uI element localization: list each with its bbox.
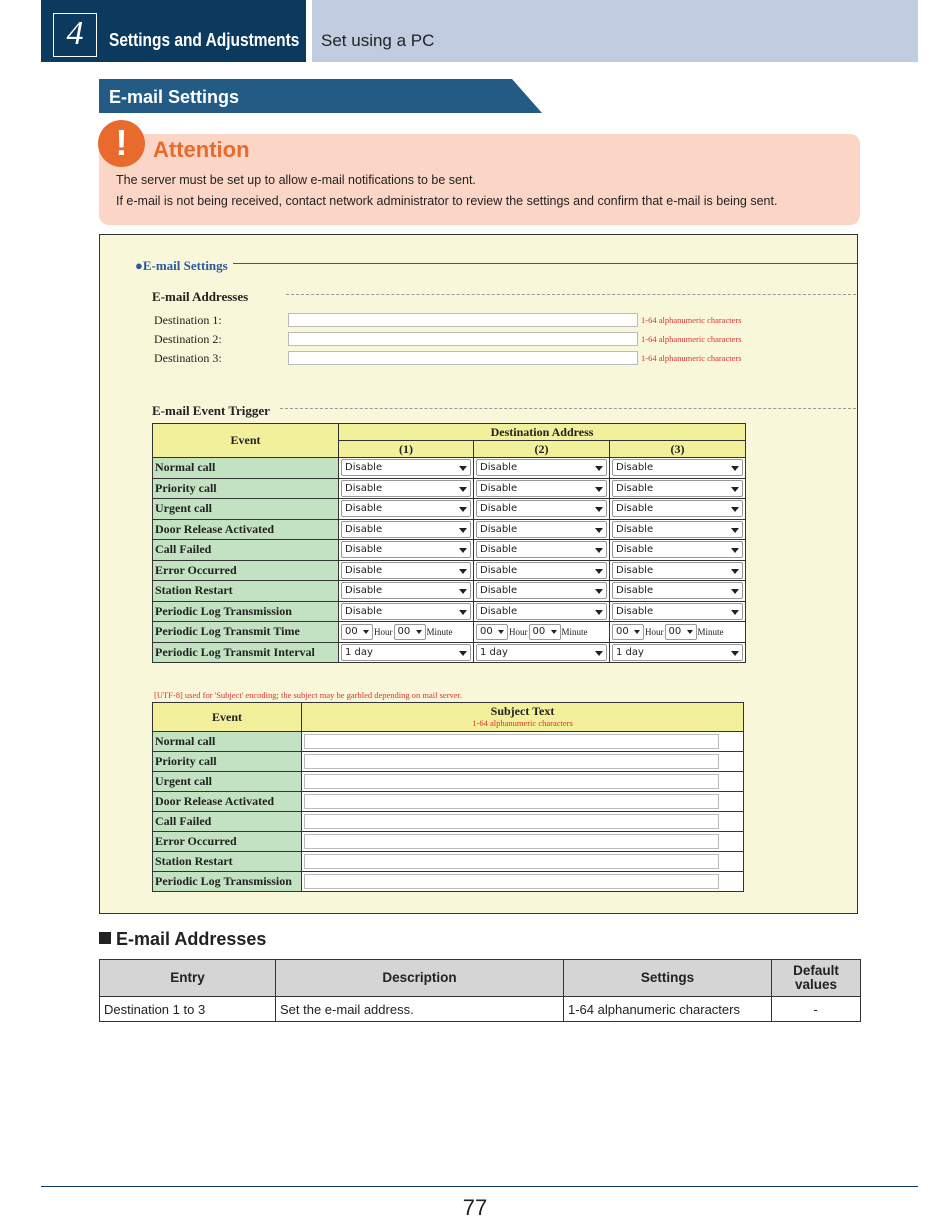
subject-header: Subject Text: [490, 704, 555, 718]
trigger-select[interactable]: Disable: [612, 500, 743, 517]
subject-input[interactable]: [304, 774, 719, 789]
settings-screenshot: [99, 234, 858, 914]
chevron-down-icon: [459, 528, 467, 533]
trigger-select[interactable]: Disable: [612, 541, 743, 558]
chevron-down-icon: [595, 528, 603, 533]
chevron-down-icon: [687, 630, 693, 634]
table-cell: -: [772, 997, 861, 1022]
subject-input[interactable]: [304, 834, 719, 849]
destination-1-input[interactable]: [288, 313, 638, 327]
chevron-down-icon: [731, 569, 739, 574]
chevron-down-icon: [595, 589, 603, 594]
destination-2-input[interactable]: [288, 332, 638, 346]
attention-line: If e-mail is not being received, contact network administrator to review the settings and confirm that e-mail is being sent.: [116, 194, 778, 208]
event-label: Periodic Log Transmission: [153, 872, 302, 892]
event-label: Door Release Activated: [153, 792, 302, 812]
encoding-note: [UTF-8] used for 'Subject' encoding; the subject may be garbled depending on mail server.: [154, 690, 463, 700]
table-row: [153, 812, 744, 832]
destination-note: 1-64 alphanumeric characters: [641, 334, 742, 344]
trigger-select[interactable]: Disable: [341, 562, 471, 579]
trigger-select[interactable]: Disable: [341, 603, 471, 620]
chevron-down-icon: [459, 610, 467, 615]
minute-unit: Minute: [426, 626, 453, 637]
footer-rule: [41, 1186, 918, 1187]
trigger-select[interactable]: Disable: [476, 582, 607, 599]
chevron-down-icon: [416, 630, 422, 634]
chevron-down-icon: [595, 651, 603, 656]
minute-select[interactable]: 00: [529, 624, 561, 640]
table-row: [153, 872, 744, 892]
destination-note: 1-64 alphanumeric characters: [641, 353, 742, 363]
event-header: Event: [153, 703, 302, 732]
chevron-down-icon: [498, 630, 504, 634]
event-label: Error Occurred: [153, 560, 339, 581]
subject-input[interactable]: [304, 814, 719, 829]
trigger-select[interactable]: Disable: [476, 541, 607, 558]
subject-input[interactable]: [304, 734, 719, 749]
table-row: [153, 622, 746, 643]
table-row: [153, 792, 744, 812]
chevron-down-icon: [459, 651, 467, 656]
column-header: Entry: [100, 960, 276, 997]
interval-select[interactable]: 1 day: [476, 644, 607, 661]
trigger-select[interactable]: Disable: [476, 603, 607, 620]
minute-select[interactable]: 00: [394, 624, 426, 640]
chevron-down-icon: [363, 630, 369, 634]
chevron-down-icon: [731, 589, 739, 594]
chevron-down-icon: [595, 507, 603, 512]
event-label: Normal call: [153, 458, 339, 479]
trigger-select[interactable]: Disable: [341, 521, 471, 538]
chapter-number: 4: [53, 13, 97, 57]
reference-table: [99, 959, 861, 1022]
trigger-select[interactable]: Disable: [476, 521, 607, 538]
chevron-down-icon: [595, 466, 603, 471]
subject-input[interactable]: [304, 754, 719, 769]
square-bullet-icon: [99, 932, 111, 944]
event-label: Urgent call: [153, 499, 339, 520]
table-row: [153, 499, 746, 520]
event-label: Door Release Activated: [153, 519, 339, 540]
reference-heading: E-mail Addresses: [99, 929, 266, 950]
trigger-select[interactable]: Disable: [612, 521, 743, 538]
table-row: [153, 642, 746, 663]
table-row: [153, 752, 744, 772]
exclamation-icon: !: [98, 120, 145, 167]
chevron-down-icon: [459, 589, 467, 594]
time-cell: [610, 622, 746, 643]
trigger-select[interactable]: Disable: [476, 500, 607, 517]
table-cell: 1-64 alphanumeric characters: [564, 997, 772, 1022]
table-row: [100, 997, 861, 1022]
attention-line: The server must be set up to allow e-mail notifications to be sent.: [116, 173, 476, 187]
trigger-select[interactable]: Disable: [476, 459, 607, 476]
chevron-down-icon: [595, 569, 603, 574]
hour-select[interactable]: 00: [612, 624, 644, 640]
hour-select[interactable]: 00: [341, 624, 373, 640]
chevron-down-icon: [459, 507, 467, 512]
chevron-down-icon: [595, 487, 603, 492]
hour-select[interactable]: 00: [476, 624, 508, 640]
event-trigger-table: [152, 423, 746, 663]
column-header: (1): [339, 441, 474, 458]
event-label: Station Restart: [153, 581, 339, 602]
chapter-title: Settings and Adjustments: [109, 30, 300, 50]
event-label: Call Failed: [153, 540, 339, 561]
column-header: Default values: [772, 960, 861, 997]
column-header: (3): [610, 441, 746, 458]
table-row: [153, 519, 746, 540]
minute-unit: Minute: [561, 626, 588, 637]
column-header: Settings: [564, 960, 772, 997]
event-label: Normal call: [153, 732, 302, 752]
section-title: E-mail Settings: [109, 87, 240, 107]
table-row: [153, 478, 746, 499]
destination-label: Destination 3:: [154, 351, 222, 365]
chevron-down-icon: [731, 487, 739, 492]
time-cell: [474, 622, 610, 643]
event-label: Call Failed: [153, 812, 302, 832]
chevron-down-icon: [731, 528, 739, 533]
column-header: (2): [474, 441, 610, 458]
destination-header: Destination Address: [339, 424, 746, 441]
table-row: [153, 560, 746, 581]
addresses-heading: E-mail Addresses: [152, 289, 249, 304]
destination-label: Destination 1:: [154, 313, 222, 327]
chevron-down-icon: [459, 466, 467, 471]
hour-unit: Hour: [645, 626, 664, 637]
subject-input[interactable]: [304, 854, 719, 869]
interval-select[interactable]: 1 day: [612, 644, 743, 661]
event-header: Event: [153, 424, 339, 458]
table-row: [153, 540, 746, 561]
chevron-down-icon: [459, 569, 467, 574]
table-row: [153, 852, 744, 872]
table-cell: Destination 1 to 3: [100, 997, 276, 1022]
page-number: 77: [462, 1195, 488, 1220]
divider: [280, 408, 856, 409]
table-row: [153, 458, 746, 479]
event-label: Priority call: [153, 478, 339, 499]
table-cell: Set the e-mail address.: [276, 997, 564, 1022]
event-label: Periodic Log Transmit Time: [153, 622, 339, 643]
event-label: Periodic Log Transmit Interval: [153, 642, 339, 663]
table-row: [153, 772, 744, 792]
chevron-down-icon: [731, 507, 739, 512]
trigger-select[interactable]: Disable: [476, 480, 607, 497]
chevron-down-icon: [634, 630, 640, 634]
chevron-down-icon: [551, 630, 557, 634]
trigger-select[interactable]: Disable: [341, 582, 471, 599]
table-row: [153, 601, 746, 622]
chevron-down-icon: [459, 487, 467, 492]
destination-3-input[interactable]: [288, 351, 638, 365]
chevron-down-icon: [731, 610, 739, 615]
attention-title: Attention: [153, 137, 250, 162]
trigger-select[interactable]: Disable: [612, 562, 743, 579]
chevron-down-icon: [731, 548, 739, 553]
trigger-select[interactable]: Disable: [341, 541, 471, 558]
subject-text-table: [152, 702, 744, 892]
chevron-down-icon: [595, 610, 603, 615]
table-row: [153, 732, 744, 752]
screen-title: ●E-mail Settings: [135, 258, 228, 273]
event-label: Periodic Log Transmission: [153, 601, 339, 622]
hour-unit: Hour: [509, 626, 528, 637]
chevron-down-icon: [731, 466, 739, 471]
event-label: Error Occurred: [153, 832, 302, 852]
subject-input[interactable]: [304, 794, 719, 809]
table-row: [153, 581, 746, 602]
destination-label: Destination 2:: [154, 332, 222, 346]
trigger-heading: E-mail Event Trigger: [152, 403, 270, 418]
table-row: [153, 832, 744, 852]
trigger-select[interactable]: Disable: [612, 480, 743, 497]
destination-note: 1-64 alphanumeric characters: [641, 315, 742, 325]
event-label: Urgent call: [153, 772, 302, 792]
trigger-select[interactable]: Disable: [476, 562, 607, 579]
trigger-select[interactable]: Disable: [612, 582, 743, 599]
subject-note: 1-64 alphanumeric characters: [472, 718, 573, 728]
minute-select[interactable]: 00: [665, 624, 697, 640]
time-cell: [339, 622, 474, 643]
interval-select[interactable]: 1 day: [341, 644, 471, 661]
event-label: Priority call: [153, 752, 302, 772]
chevron-down-icon: [731, 651, 739, 656]
divider: [233, 263, 857, 264]
trigger-select[interactable]: Disable: [341, 500, 471, 517]
event-label: Station Restart: [153, 852, 302, 872]
trigger-select[interactable]: Disable: [612, 459, 743, 476]
divider: [286, 294, 856, 295]
hour-unit: Hour: [374, 626, 393, 637]
trigger-select[interactable]: Disable: [341, 459, 471, 476]
minute-unit: Minute: [697, 626, 724, 637]
subject-input[interactable]: [304, 874, 719, 889]
chevron-down-icon: [595, 548, 603, 553]
chevron-down-icon: [459, 548, 467, 553]
trigger-select[interactable]: Disable: [341, 480, 471, 497]
trigger-select[interactable]: Disable: [612, 603, 743, 620]
chapter-subtitle: Set using a PC: [321, 31, 435, 50]
column-header: Description: [276, 960, 564, 997]
